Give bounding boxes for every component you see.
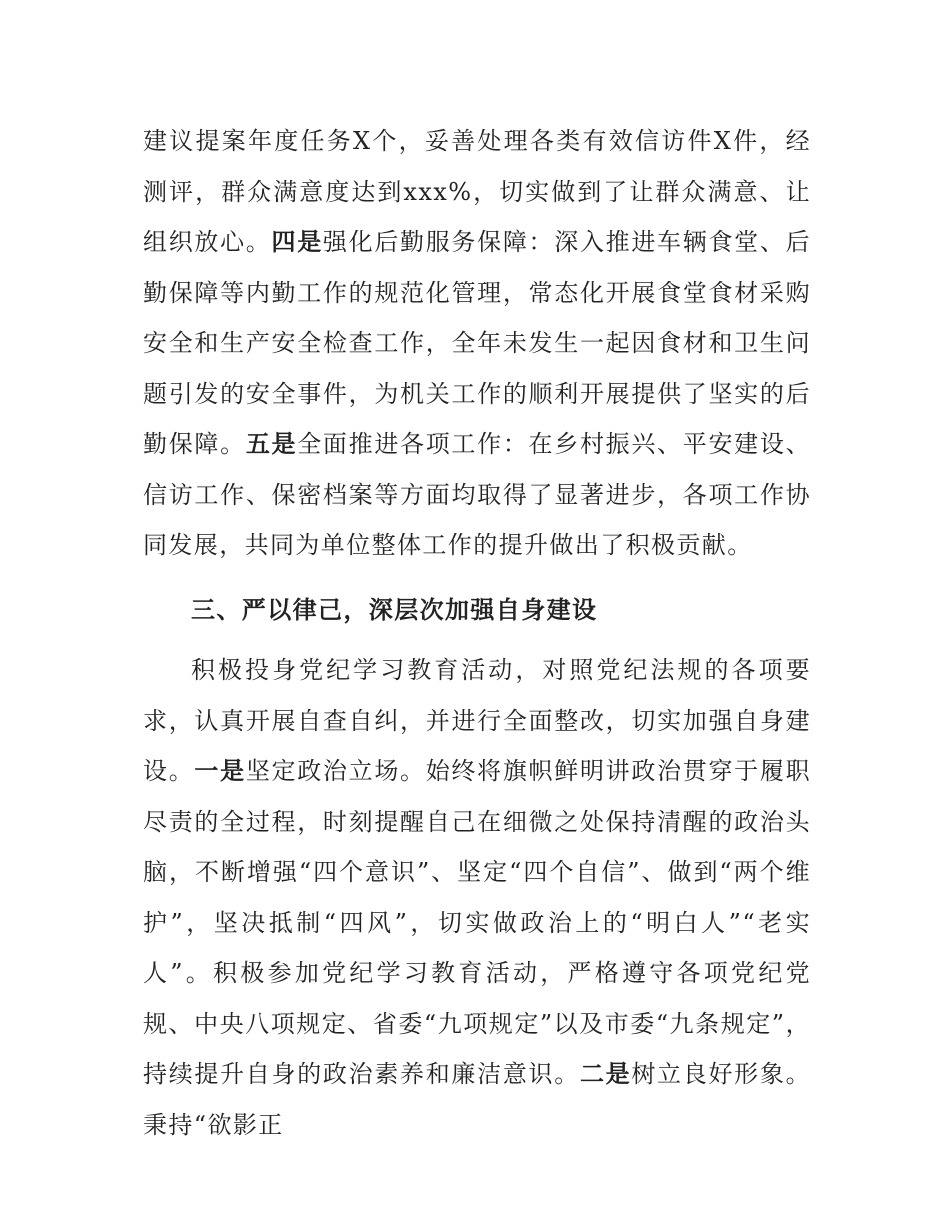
paragraph-text: 坚定政治立场。始终将旗帜鲜明讲政治贯穿于履职尽责的全过程，时刻提醒自己在细微之处保持清醒的政治头脑，不断增强“四个意识”、坚定“四个自信”、做到“两个维护”，坚决抵制“四风”，切实做政治上的“明白人”“老实人”。积极参加党纪学习教育活动，严格遵守各项党纪党规、中央八项规定、省委“九项规定”以及市委“九条规定”，持续提升自身的政治素养和廉洁意识。: [143, 757, 811, 1088]
section-heading: 三、严以律己，深层次加强自身建设: [191, 595, 598, 624]
paragraph-body: [143, 645, 811, 1150]
paragraph-text: 树立良好形象。秉持“欲影正: [143, 1060, 811, 1139]
paragraph-text: 强化后勤服务保障：深入推进车辆食堂、后勤保障等内勤工作的规范化管理，常态化开展食堂食材采购安全和生产安全检查工作，全年未发生一起因食材和卫生问题引发的安全事件，为机关工作的顺利开展提供了坚实的后勤保障。: [143, 228, 811, 458]
paragraph-text: 建议提案年度任务X个，妥善处理各类有效信访件X件，经测评，群众满意度达到xxx%，切实做到了让群众满意、让组织放心。: [143, 127, 811, 256]
point-marker-1: 一是: [194, 757, 246, 785]
paragraph-continued: [143, 116, 811, 571]
paragraph-text: 全面推进各项工作：在乡村振兴、平安建设、信访工作、保密档案等方面均取得了显著进步，各项工作协同发展，共同为单位整体工作的提升做出了积极贡献。: [143, 430, 811, 559]
point-marker-5: 五是: [245, 430, 298, 458]
point-marker-2: 二是: [579, 1060, 632, 1088]
document-body: [143, 116, 811, 1150]
paragraph-text: 积极投身党纪学习教育活动，对照党纪法规的各项要求，认真开展自查自纠，并进行全面整改，切实加强自身建设。: [143, 656, 811, 785]
point-marker-4: 四是: [271, 228, 323, 256]
